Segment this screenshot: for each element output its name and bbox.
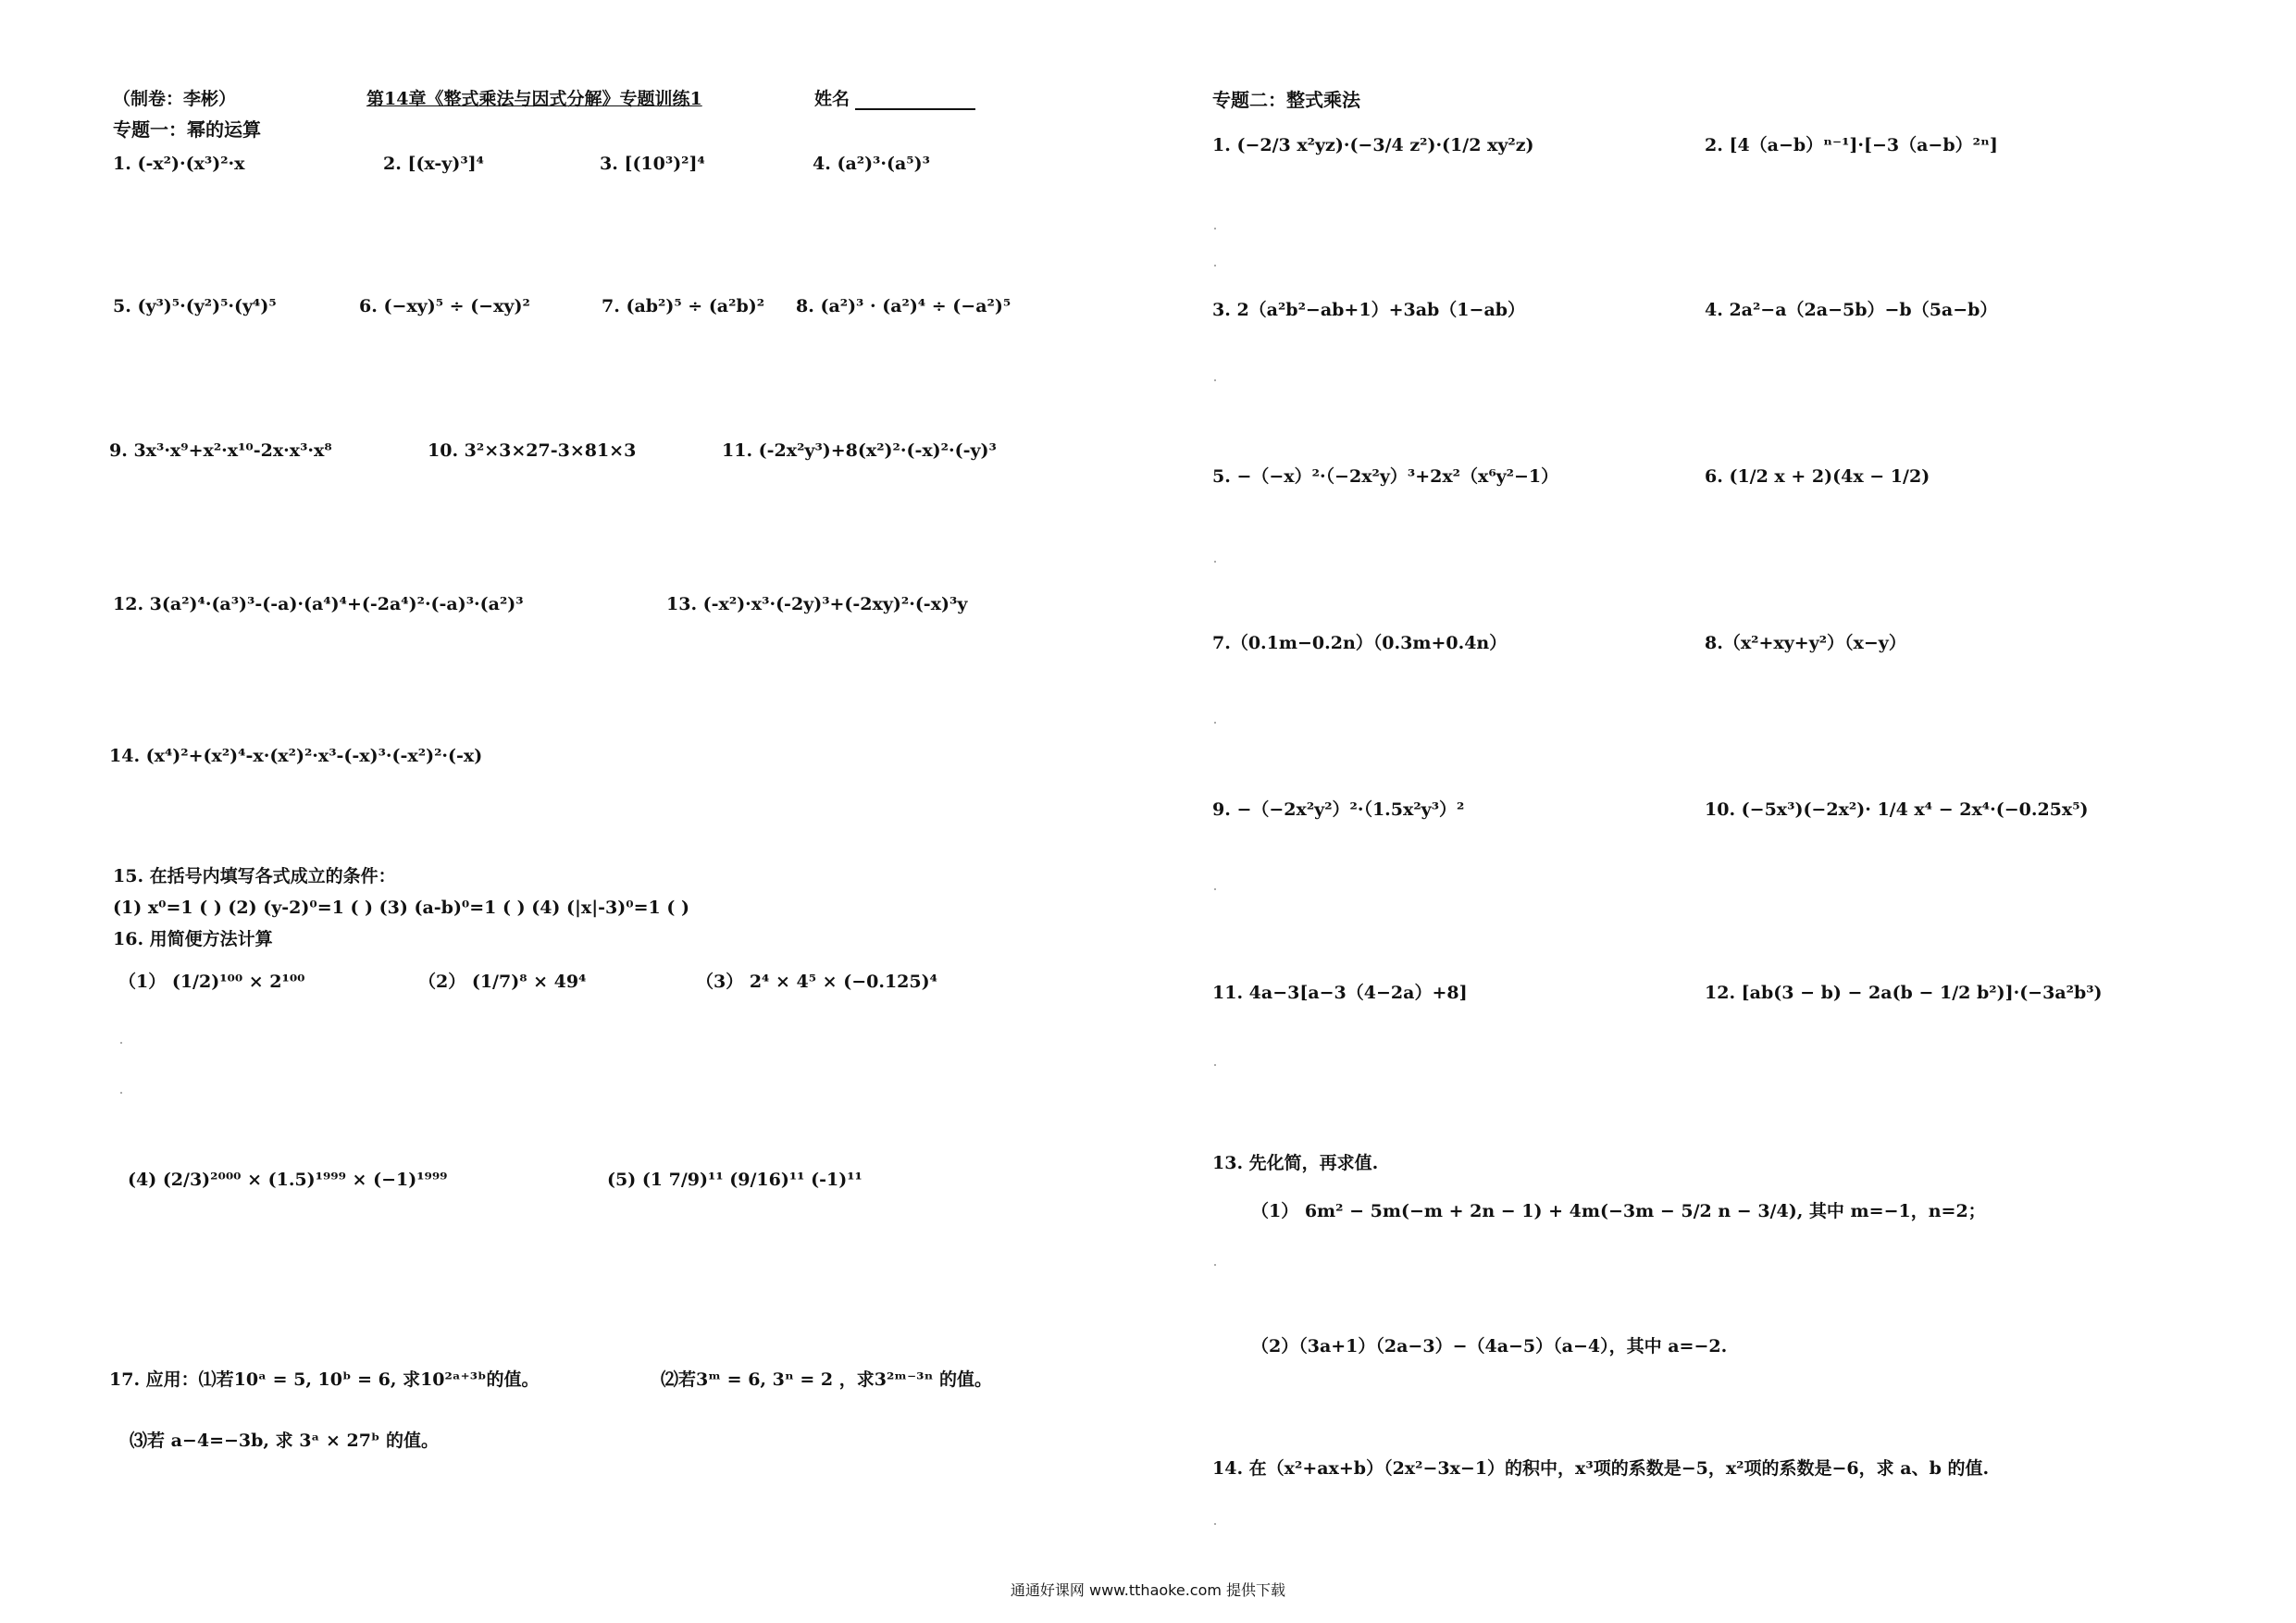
question-6: 6. (−xy)⁵ ÷ (−xy)²: [359, 296, 530, 316]
right-question-8: 8.（x²+xy+y²）（x−y）: [1705, 633, 1906, 653]
margin-tick: [120, 1042, 122, 1044]
right-question-6: 6. (1/2 x + 2)(4x − 1/2): [1705, 466, 1930, 487]
question-3: 3. [(10³)²]⁴: [600, 154, 705, 174]
question-15-parts: (1) x⁰=1 ( ) (2) (y-2)⁰=1 ( ) (3) (a-b)⁰=1 ( ) (4) (|x|-3)⁰=1 ( ): [113, 898, 689, 918]
right-question-13-title: 13. 先化简，再求值.: [1212, 1153, 1379, 1173]
question-1: 1. (-x²)·(x³)²·x: [113, 154, 245, 174]
question-17-2: ⑵若3ᵐ = 6, 3ⁿ = 2 ，求3²ᵐ⁻³ⁿ 的值。: [661, 1369, 992, 1390]
question-16-2: （2） (1/7)⁸ × 49⁴: [418, 972, 587, 992]
right-question-5: 5. −（−x）²·（−2x²y）³+2x²（x⁶y²−1）: [1212, 466, 1559, 487]
question-5: 5. (y³)⁵·(y²)⁵·(y⁴)⁵: [113, 296, 277, 316]
margin-tick: [1214, 228, 1216, 229]
right-question-13-1: （1） 6m² − 5m(−m + 2n − 1) + 4m(−3m − 5/2 n − 3/4), 其中 m=−1，n=2；: [1251, 1201, 1986, 1221]
question-2: 2. [(x-y)³]⁴: [383, 154, 484, 174]
right-question-7: 7.（0.1m−0.2n）（0.3m+0.4n）: [1212, 633, 1508, 653]
right-question-12: 12. [ab(3 − b) − 2a(b − 1/2 b²)]·(−3a²b³): [1705, 983, 2103, 1003]
margin-tick: [1214, 1523, 1216, 1525]
margin-tick: [1214, 1264, 1216, 1266]
right-question-14: 14. 在（x²+ax+b）（2x²−3x−1）的积中，x³项的系数是−5，x²项的系数是−6，求 a、b 的值.: [1212, 1458, 1990, 1479]
margin-tick: [1214, 1064, 1216, 1066]
question-10: 10. 3²×3×27-3×81×3: [428, 440, 637, 461]
question-8: 8. (a²)³ · (a²)⁴ ÷ (−a²)⁵: [796, 296, 1011, 316]
right-question-1: 1. (−2/3 x²yz)·(−3/4 z²)·(1/2 xy²z): [1212, 135, 1534, 155]
author-label: （制卷：李彬）: [113, 89, 237, 109]
right-question-11: 11. 4a−3[a−3（4−2a）+8]: [1212, 983, 1468, 1003]
question-13: 13. (-x²)·x³·(-2y)³+(-2xy)²·(-x)³y: [666, 594, 968, 614]
margin-tick: [1214, 379, 1216, 381]
question-16-title: 16. 用简便方法计算: [113, 929, 273, 949]
question-17-3: ⑶若 a−4=−3b, 求 3ᵃ × 27ᵇ 的值。: [130, 1431, 440, 1451]
question-12: 12. 3(a²)⁴·(a³)³-(-a)·(a⁴)⁴+(-2a⁴)²·(-a)³·(a²)³: [113, 594, 524, 614]
margin-tick: [1214, 888, 1216, 890]
margin-tick: [120, 1092, 122, 1094]
question-4: 4. (a²)³·(a⁵)³: [813, 154, 930, 174]
footer-credit: 通通好课网 www.tthaoke.com 提供下载: [1010, 1581, 1286, 1599]
question-16-3: （3） 2⁴ × 4⁵ × (−0.125)⁴: [696, 972, 937, 992]
margin-tick: [1214, 722, 1216, 724]
question-17-1: 17. 应用：⑴若10ᵃ = 5, 10ᵇ = 6, 求10²ᵃ⁺³ᵇ的值。: [109, 1369, 540, 1390]
question-15-title: 15. 在括号内填写各式成立的条件：: [113, 866, 396, 886]
right-question-10: 10. (−5x³)(−2x²)· 1/4 x⁴ − 2x⁴·(−0.25x⁵): [1705, 799, 2089, 820]
margin-tick: [1214, 561, 1216, 563]
right-question-2: 2. [4（a−b）ⁿ⁻¹]·[−3（a−b）²ⁿ]: [1705, 135, 1998, 155]
question-7: 7. (ab²)⁵ ÷ (a²b)²: [602, 296, 765, 316]
right-question-3: 3. 2（a²b²−ab+1）+3ab（1−ab）: [1212, 300, 1526, 320]
name-blank-line[interactable]: [855, 90, 975, 110]
page-title: 第14章《整式乘法与因式分解》专题训练1: [366, 89, 702, 109]
right-question-13-2: （2）（3a+1）（2a−3）−（4a−5）（a−4），其中 a=−2.: [1251, 1336, 1728, 1357]
question-9: 9. 3x³·x⁹+x²·x¹⁰-2x·x³·x⁸: [109, 440, 332, 461]
question-16-1: （1） (1/2)¹⁰⁰ × 2¹⁰⁰: [118, 972, 305, 992]
right-question-4: 4. 2a²−a（2a−5b）−b（5a−b）: [1705, 300, 1998, 320]
question-16-5: (5) (1 7/9)¹¹ (9/16)¹¹ (-1)¹¹: [607, 1170, 863, 1190]
question-14: 14. (x⁴)²+(x²)⁴-x·(x²)²·x³-(-x)³·(-x²)²·(-x): [109, 746, 483, 766]
question-11: 11. (-2x²y³)+8(x²)²·(-x)²·(-y)³: [722, 440, 997, 461]
right-question-9: 9. −（−2x²y²）²·（1.5x²y³）²: [1212, 799, 1465, 820]
section1-title: 专题一：幂的运算: [113, 118, 261, 141]
margin-tick: [1214, 265, 1216, 266]
name-label: 姓名: [814, 89, 850, 109]
question-16-4: (4) (2/3)²⁰⁰⁰ × (1.5)¹⁹⁹⁹ × (−1)¹⁹⁹⁹: [128, 1170, 448, 1190]
name-field[interactable]: [814, 89, 975, 110]
section2-title: 专题二：整式乘法: [1212, 89, 1360, 111]
